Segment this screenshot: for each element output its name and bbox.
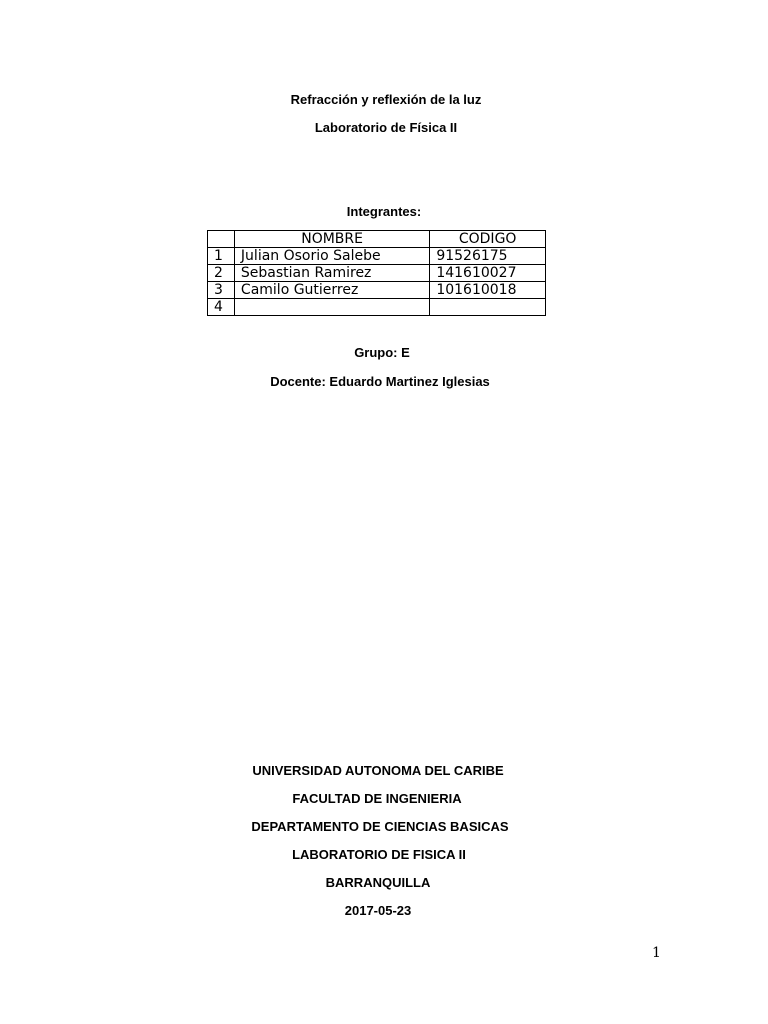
header-code-cell: CODIGO — [430, 231, 546, 248]
header-name-cell: NOMBRE — [234, 231, 429, 248]
member-name: Julian Osorio Salebe — [234, 248, 429, 265]
row-number: 2 — [208, 265, 235, 282]
member-code: 91526175 — [430, 248, 546, 265]
header-number-cell — [208, 231, 235, 248]
row-number: 3 — [208, 282, 235, 299]
row-number: 4 — [208, 299, 235, 316]
member-name — [234, 299, 429, 316]
university-name: UNIVERSIDAD AUTONOMA DEL CARIBE — [252, 763, 504, 778]
department-name: DEPARTAMENTO DE CIENCIAS BASICAS — [251, 819, 509, 834]
document-title: Refracción y reflexión de la luz — [290, 92, 482, 107]
table-row — [208, 248, 546, 265]
table-row — [208, 265, 546, 282]
members-heading: Integrantes: — [346, 204, 422, 219]
document-date: 2017-05-23 — [344, 903, 412, 918]
member-name: Sebastian Ramirez — [234, 265, 429, 282]
member-code — [430, 299, 546, 316]
table-row — [208, 299, 546, 316]
faculty-name: FACULTAD DE INGENIERIA — [292, 791, 462, 806]
page-number: 1 — [652, 945, 661, 961]
lab-name: LABORATORIO DE FISICA II — [292, 847, 466, 862]
table-header-row — [208, 231, 546, 248]
member-name: Camilo Gutierrez — [234, 282, 429, 299]
member-code: 101610018 — [430, 282, 546, 299]
members-table — [207, 230, 546, 316]
row-number: 1 — [208, 248, 235, 265]
document-subtitle: Laboratorio de Física II — [314, 120, 458, 135]
city-name: BARRANQUILLA — [325, 875, 431, 890]
member-code: 141610027 — [430, 265, 546, 282]
group-label: Grupo: E — [354, 345, 410, 360]
teacher-label: Docente: Eduardo Martinez Iglesias — [270, 374, 490, 389]
table-row — [208, 282, 546, 299]
